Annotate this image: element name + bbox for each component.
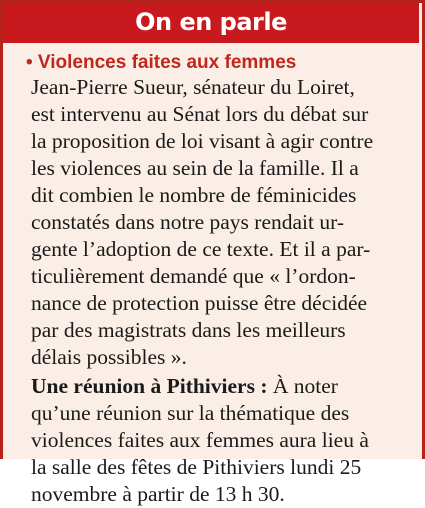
article-line: dit combien le nombre de féminicides [31,183,357,207]
article-line: est intervenu au Sénat lors du débat sur [31,102,369,126]
article-line: la proposition de loi visant à agir contre [31,129,374,153]
meeting-line: qu’une réunion sur la thématique des [31,401,350,425]
article-line: constatés dans notre pays rendait ur- [31,210,345,234]
article-line: Jean-Pierre Sueur, sénateur du Loiret, [31,75,355,99]
section-title: On en parle [135,8,287,36]
meeting-first-line [31,373,338,400]
article-line: délais possibles ». [31,345,187,369]
meeting-line: violences faites aux femmes aura lieu à [31,428,369,452]
article-line: gente l’adoption de ce texte. Et il a par- [31,237,371,261]
article-heading: • Violences faites aux femmes [26,52,297,73]
article-line: les violences au sein de la famille. Il a [31,156,359,180]
meeting-lead-rest: À noter [267,374,338,398]
meeting-line: la salle des fêtes de Pithiviers lundi 25 [31,455,362,479]
article-line: ticulièrement demandé que « l’ordon- [31,264,356,288]
article-line: par des magistrats dans les meilleurs [31,318,346,342]
meeting-lead: Une réunion à Pithiviers : [31,374,268,398]
section-banner [3,3,419,43]
article-line: nance de protection puisse être décidée [31,291,368,315]
meeting-line: novembre à partir de 13 h 30. [31,482,285,506]
